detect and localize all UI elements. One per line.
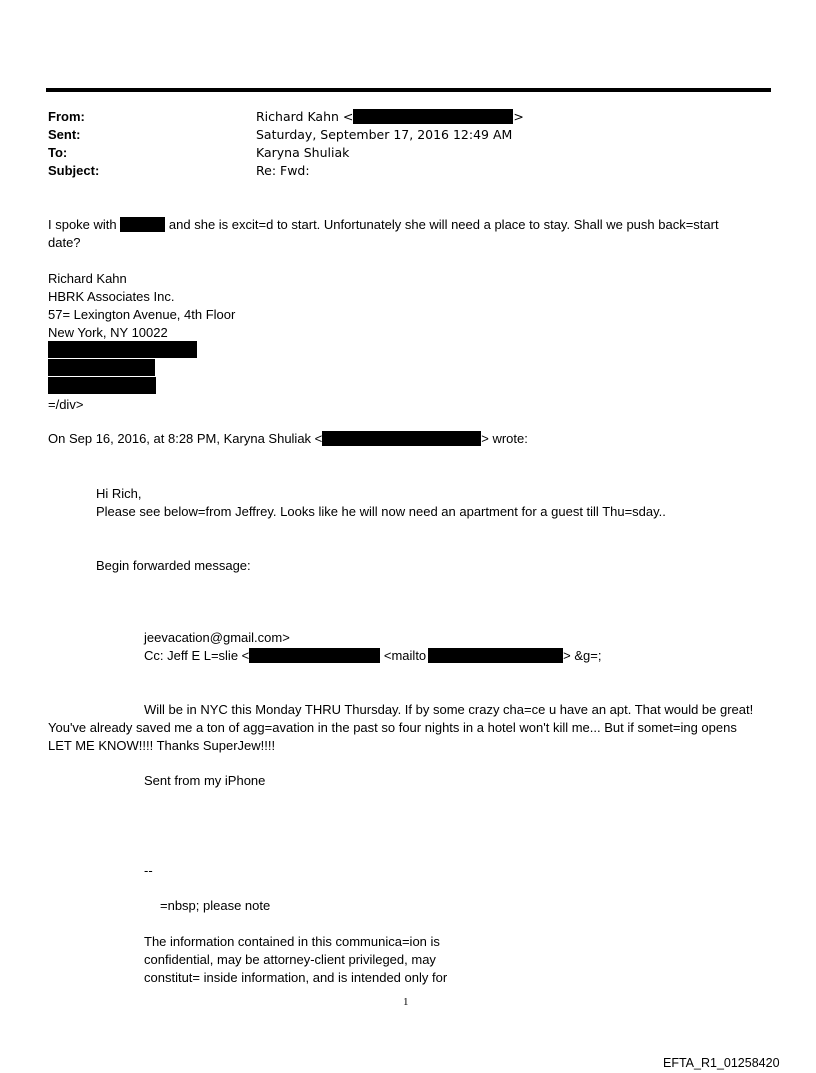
will-be-line-3: LET ME KNOW!!!! Thanks SuperJew!!!! [48,738,276,753]
from-label: From: [48,109,85,124]
will-be-line-2: You've already saved me a ton of agg=avation in the past so four nights in a hotel won't kill me... But if somet=ing opens [48,720,737,735]
subject-label: Subject: [48,163,100,178]
info-line-1: The information contained in this communica=ion is [144,934,440,949]
quote-intro-text: On Sep 16, 2016, at 8:28 PM, Karyna Shuliak < [48,431,323,446]
info-line-3: constitut= inside information, and is intended only for [144,970,448,985]
body-paragraph-1-cont: date? [48,235,81,250]
from-value [256,108,524,125]
will-be-line-1: Will be in NYC this Monday THRU Thursday. If by some crazy cha=ce u have an apt. That would be great! [144,702,754,717]
cc-text: Cc: Jeff E L=slie < [144,648,250,663]
div-close-text: =/div> [48,397,84,412]
jee-email-line: jeevacation@gmail.com> [144,630,290,645]
header-rule [46,88,771,92]
to-label: To: [48,145,68,160]
subject-value: Re: Fwd: [256,163,310,178]
paragraph-text: and she is excit=d to start. Unfortunately she will need a place to stay. Shall we push back=start [168,217,719,232]
dashes: -- [144,863,153,878]
info-line-2: confidential, may be attorney-client privileged, may [144,952,436,967]
cc-line [144,647,601,664]
page-number: 1 [403,996,409,1008]
nbsp-note: =nbsp; please note [160,898,271,913]
signature-address-2: New York, NY 10022 [48,325,168,340]
signature-address-1: 57= Lexington Avenue, 4th Floor [48,307,236,322]
cc-text: > &g=; [563,648,602,663]
document-id: EFTA_R1_01258420 [663,1056,780,1070]
redaction-bar [353,109,513,124]
redaction-bar [48,377,156,394]
please-see-line: Please see below=from Jeffrey. Looks like he will now need an apartment for a guest till Thu=sday.. [96,504,666,519]
redaction-bar [249,648,380,663]
sent-value: Saturday, September 17, 2016 12:49 AM [256,127,513,142]
paragraph-text: I spoke with [48,217,117,232]
to-value: Karyna Shuliak [256,145,350,160]
sent-label: Sent: [48,127,81,142]
signature-company: HBRK Associates Inc. [48,289,175,304]
redaction-bar [322,431,481,446]
redaction-bar [428,648,563,663]
greeting: Hi Rich, [96,486,142,501]
quote-intro-line [48,430,528,447]
signature-name: Richard Kahn [48,271,127,286]
quote-intro-text: > wrote: [481,431,528,446]
from-value-prefix: Richard Kahn < [256,109,354,124]
sent-from-iphone: Sent from my iPhone [144,773,266,788]
redaction-bar [48,359,155,376]
from-value-suffix: > [513,109,524,124]
redaction-bar [120,217,165,232]
cc-text: <mailto [383,648,427,663]
redaction-bar [48,341,197,358]
begin-forwarded-line: Begin forwarded message: [96,558,251,573]
body-paragraph-1 [48,216,719,233]
